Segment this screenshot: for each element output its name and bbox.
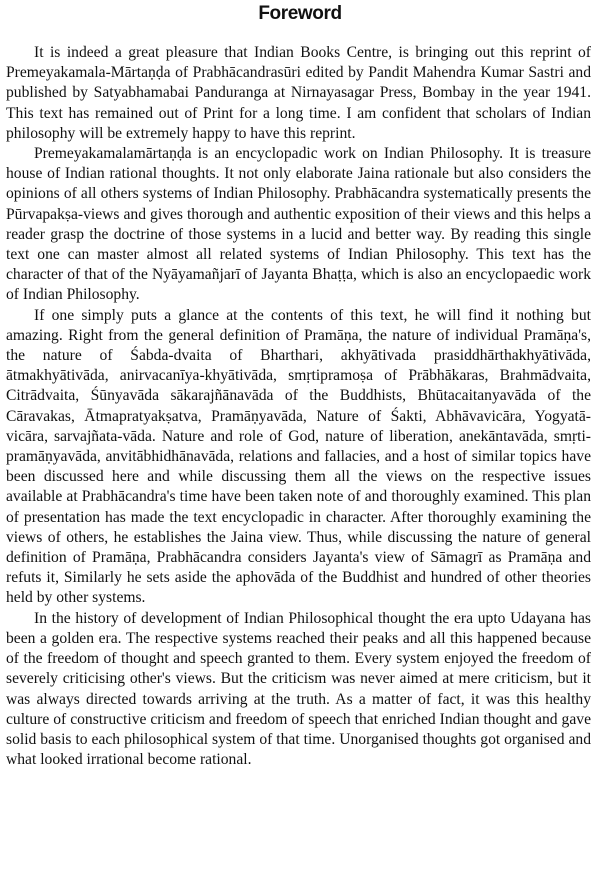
paragraph-1: It is indeed a great pleasure that Indian Books Centre, is bringing out this reprint of Premeyakamala-Mārtaṇḍa of Prabhācandrasūri edited by Pandit Mahendra Kumar Sastri and published by Satyabhamabai Panduranga at Nirnayasagar Press, Bombay in the year 1941. This text has remained out of Print for a long time. I am confident that scholars of Indian philosophy will be extremely happy to have this reprint. [6,44,591,142]
paragraph-3: If one simply puts a glance at the contents of this text, he will find it nothing but amazing. Right from the general definition of Pramāṇa, the nature of individual Pramāṇa's, the nature of Śabda-dvaita of Bharthari, akhyātivada prasiddhārthakhyātivāda, ātmakhyātivāda, anirvacanīya-khyātivāda, smṛtipramoṣa of Prābhākaras, Brahmādvaita, Citrādvaita, Śūnyavāda sākarajñānavāda of the Buddhists, Bhūtacaitanyavāda of the Cāravakas, Ātmapratyakṣatva, Pramāṇyavāda, Nature of Śakti, Abhāvavicāra, Yogyatā-vicāra, sarvajñata-vāda. Nature and role of God, nature of liberation, anekāntavāda, smṛti-pramāṇyavāda, anvitābhidhānavāda, relations and fallacies, and a host of similar topics have been discussed here and while discussing them all the views on the respective issues available at Prabhācandra's time have been taken note of and thoroughly examined. This plan of presentation has made the text encyclopadic in character. After thoroughly examining the views of others, he establishes the Jaina view. Thus, while discussing the nature of general definition of Pramāṇa, Prabhācandra considers Jayanta's view of Sāmagrī as Pramāṇa and refuts it, Similarly he sets aside the aphovāda of the Buddhist and hundred of other theories held by other systems. [6,306,591,607]
paragraph-4: In the history of development of Indian Philosophical thought the era upto Udayana has been a golden era. The respective systems reached their peaks and all this happened because of the freedom of thought and speech granted to them. Every system enjoyed the freedom of severely criticising other's views. But the criticism was never aimed at mere criticism, but it was always directed towards arriving at the truth. As a matter of fact, it was this healthy culture of constructive criticism and freedom of speech that enriched Indian thought and gave solid basis to each philosophical system of that time. Unorganised thoughts got organised and what looked irrational become rational. [6,609,591,769]
foreword-body [6,43,591,770]
paragraph-2: Premeyakamalamārtaṇḍa is an encyclopadic work on Indian Philosophy. It is treasure house of Indian rational thoughts. It not only elaborate Jaina rationale but also considers the opinions of all others systems of Indian Philosophy. Prabhācandra systematically presents the Pūrvapakṣa-views and gives thorough and authentic exposition of their views and this helps a reader grasp the doctrine of those systems in a lucid and better way. By reading this single text one can master almost all related systems of Indian Philosophy. This text has the character of that of the Nyāyamañjarī of Jayanta Bhaṭṭa, which is also an encyclopaedic work of Indian Philosophy. [6,145,591,304]
page-title: Foreword [258,3,342,24]
